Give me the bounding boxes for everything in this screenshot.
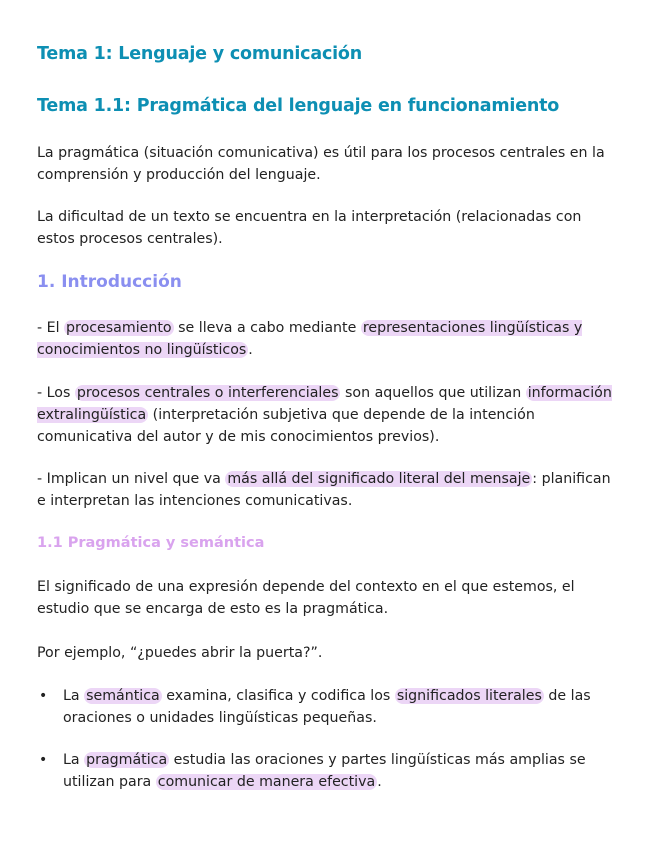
list-item [37, 749, 623, 793]
highlight: pragmática [86, 752, 168, 768]
text: (interpretación subjetiva que depende de la intención comunicativa del autor y de mis conocimientos previos). [37, 407, 535, 445]
text: - Implican un nivel que va [37, 471, 226, 487]
highlight: significados literales [396, 688, 542, 704]
paragraph-significado: El significado de una expresión depende del contexto en el que estemos, el estudio que se encarga de esto es la pragmática. [37, 579, 575, 617]
text: de las oraciones o unidades lingüísticas pequeñas. [63, 688, 591, 726]
paragraph-dificultad: La dificultad de un texto se encuentra en la interpretación (relacionadas con estos procesos centrales). [37, 209, 582, 247]
highlight: información extralingüística [37, 385, 612, 423]
bullet-icon: • [39, 688, 48, 704]
text: La [63, 752, 85, 768]
bullet-list [37, 685, 623, 793]
section-title: Tema 1.1: Pragmática del lenguaje en funcionamiento [37, 96, 560, 116]
heading-introduccion: 1. Introducción [37, 272, 182, 292]
paragraph-implican [37, 468, 623, 512]
paragraph-procesos-centrales [37, 382, 623, 448]
text: son aquellos que utilizan [340, 385, 526, 401]
text: estudia las oraciones y partes lingüísticas más amplias se utilizan para [63, 752, 586, 790]
text: . [248, 342, 253, 358]
text: - El [37, 320, 65, 336]
bullet-icon: • [39, 752, 48, 768]
text: : planifican e interpretan las intenciones comunicativas. [37, 471, 611, 509]
paragraph-ejemplo: Por ejemplo, “¿puedes abrir la puerta?”. [37, 645, 323, 661]
highlight: comunicar de manera efectiva [157, 774, 376, 790]
highlight: procesamiento [66, 320, 172, 336]
highlight: semántica [86, 688, 160, 704]
text: examina, clasifica y codifica los [161, 688, 395, 704]
text: . [377, 774, 382, 790]
text: se lleva a cabo mediante [173, 320, 361, 336]
highlight: más allá del significado literal del mensaje [227, 471, 531, 487]
highlight: representaciones lingüísticas y conocimientos no lingüísticos [37, 320, 583, 358]
paragraph-procesamiento [37, 317, 623, 361]
highlight: procesos centrales o interferenciales [76, 385, 339, 401]
text: - Los [37, 385, 75, 401]
list-item [37, 685, 623, 729]
text: La [63, 688, 85, 704]
paragraph-pragmatica: La pragmática (situación comunicativa) es útil para los procesos centrales en la comprensión y producción del lenguaje. [37, 145, 605, 183]
page-title: Tema 1: Lenguaje y comunicación [37, 44, 363, 64]
heading-pragmatica-semantica: 1.1 Pragmática y semántica [37, 535, 265, 551]
